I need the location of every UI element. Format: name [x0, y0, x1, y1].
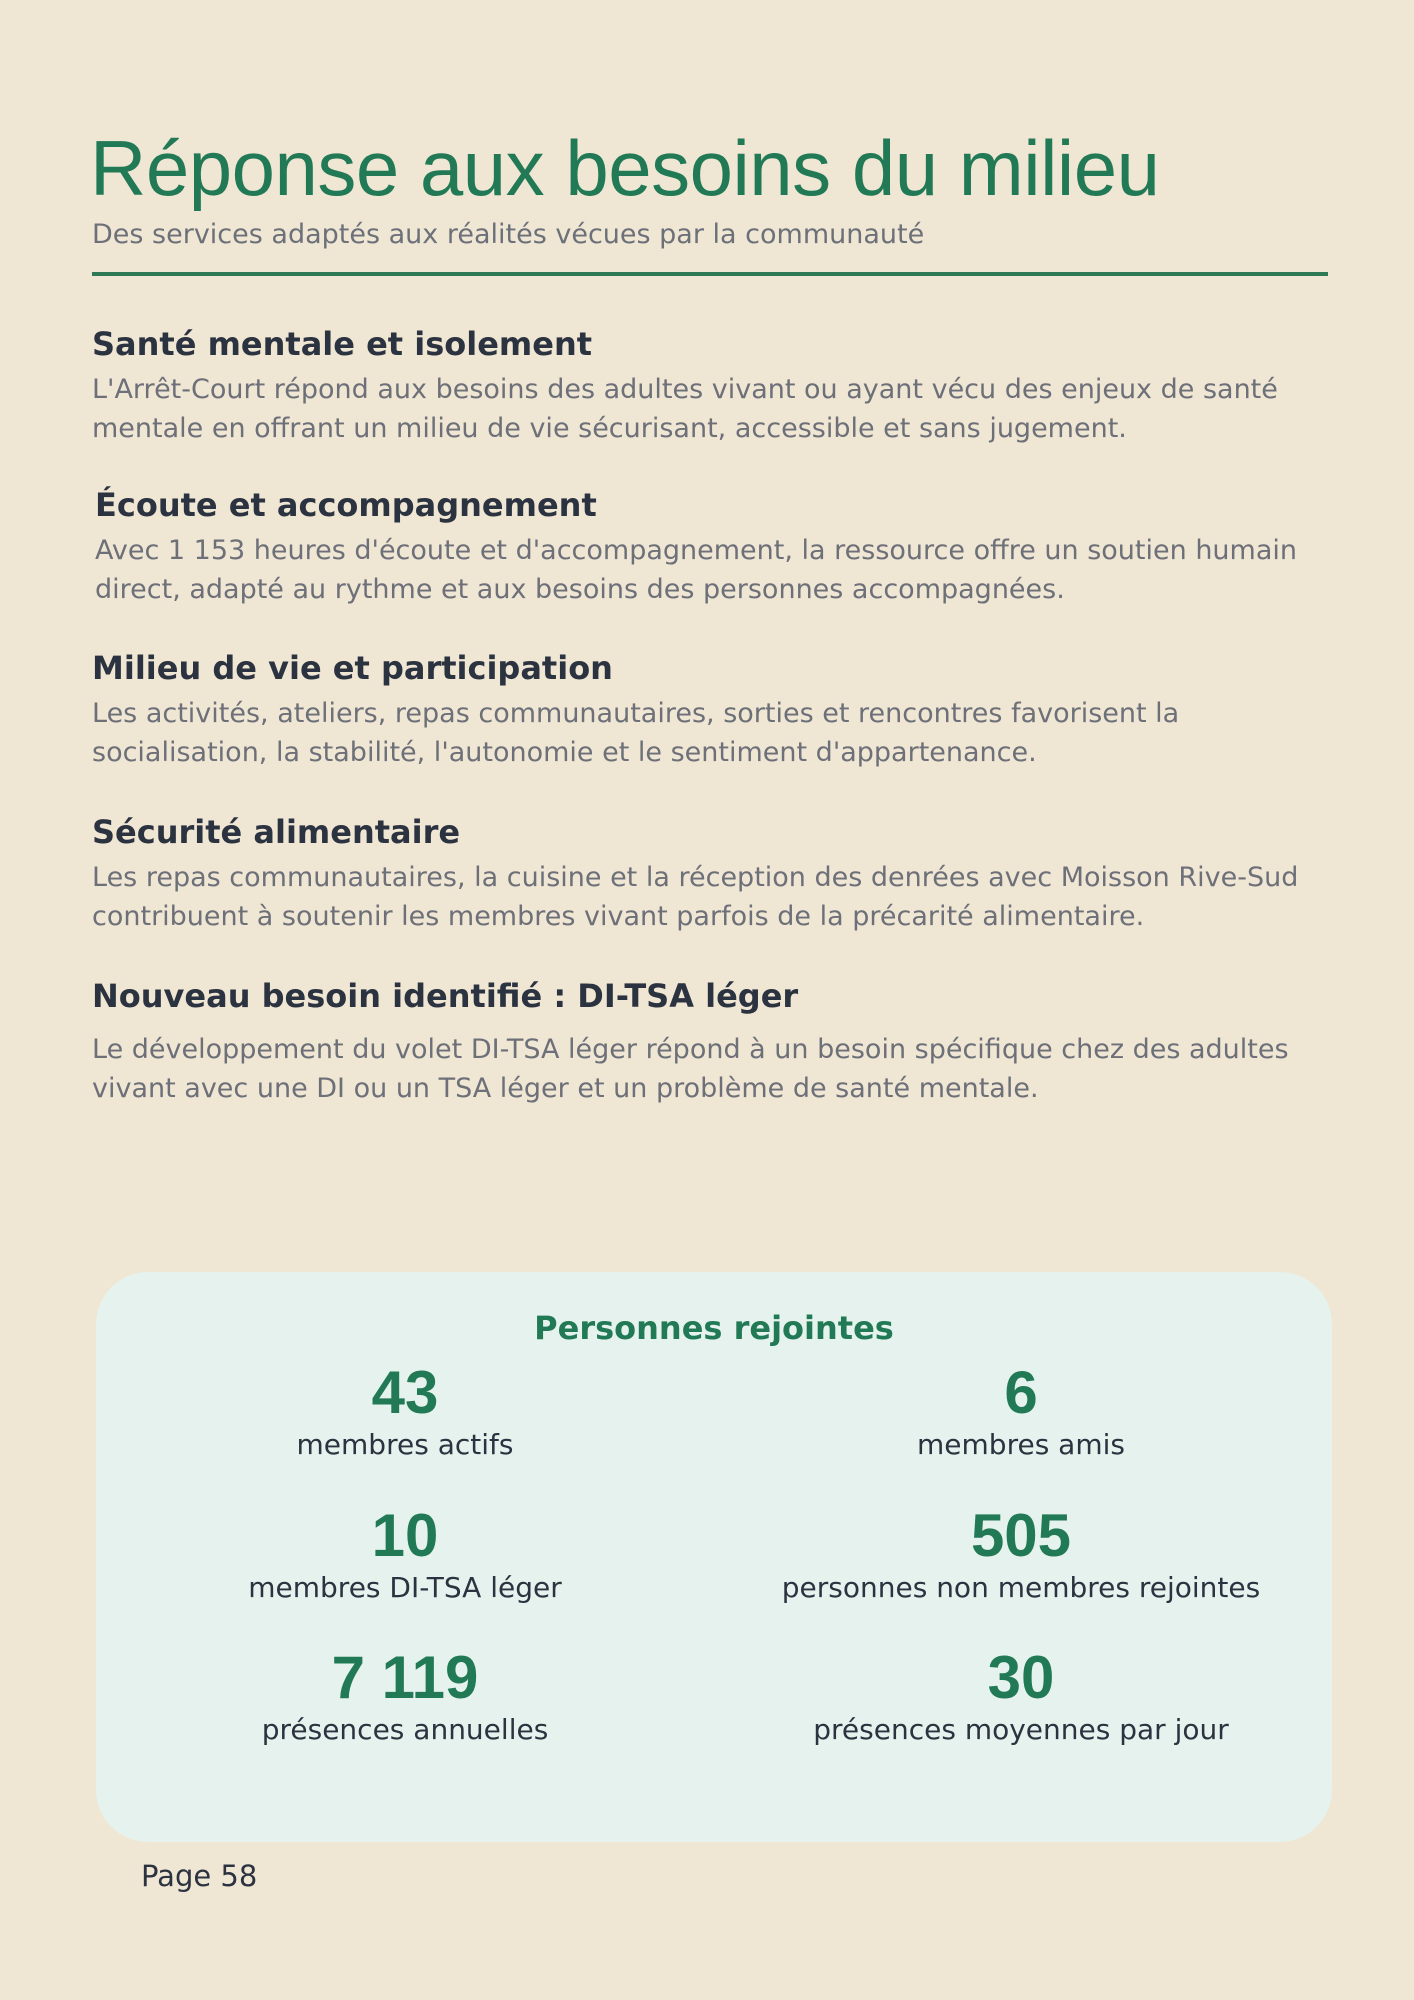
section-di-tsa [92, 974, 1332, 1108]
page-title: Réponse aux besoins du milieu [90, 124, 1160, 212]
page-number: Page 58 [141, 1859, 258, 1893]
stat-label: membres amis [917, 1428, 1125, 1461]
section-sante-mentale [92, 322, 1332, 448]
page-subtitle: Des services adaptés aux réalités vécues par la communauté [92, 219, 925, 250]
section-text: Les activités, ateliers, repas communautaires, sorties et rencontres favorisent la socialisation, la stabilité, l'autonomie et le sentiment d'appartenance. [92, 698, 1180, 768]
section-heading: Écoute et accompagnement [95, 486, 597, 524]
stat-value: 6 [1004, 1359, 1038, 1426]
stat-non-membres [721, 1503, 1321, 1607]
section-heading: Milieu de vie et participation [92, 649, 613, 687]
stat-presences-annuelles [105, 1645, 705, 1749]
stat-label: présences annuelles [261, 1713, 549, 1746]
title-divider [92, 272, 1328, 276]
stat-label: personnes non membres rejointes [781, 1571, 1261, 1604]
section-securite-alimentaire [92, 810, 1332, 936]
stat-value: 7 119 [331, 1644, 479, 1711]
stat-membres-di-tsa [105, 1503, 705, 1607]
section-text: Le développement du volet DI-TSA léger répond à un besoin spécifique chez des adultes vivant avec une DI ou un TSA léger et un problème de santé mentale. [92, 1034, 1289, 1104]
stat-presences-moyennes [721, 1645, 1321, 1749]
section-ecoute [95, 483, 1335, 609]
stats-title: Personnes rejointes [534, 1309, 894, 1347]
stats-card [96, 1272, 1332, 1842]
section-heading: Sécurité alimentaire [92, 813, 461, 851]
section-heading: Nouveau besoin identifié : DI-TSA léger [92, 977, 799, 1015]
section-text: Avec 1 153 heures d'écoute et d'accompagnement, la ressource offre un soutien humain direct, adapté au rythme et aux besoins des personnes accompagnées. [95, 535, 1298, 605]
stat-value: 30 [987, 1644, 1055, 1711]
stat-value: 505 [970, 1502, 1072, 1569]
stat-membres-amis [721, 1360, 1321, 1464]
section-heading: Santé mentale et isolement [92, 325, 593, 363]
section-text: L'Arrêt-Court répond aux besoins des adultes vivant ou ayant vécu des enjeux de santé mentale en offrant un milieu de vie sécurisant, accessible et sans jugement. [92, 374, 1278, 444]
stat-label: membres DI-TSA léger [248, 1571, 562, 1604]
section-text: Les repas communautaires, la cuisine et la réception des denrées avec Moisson Rive-Sud contribuent à soutenir les membres vivant parfois de la précarité alimentaire. [92, 862, 1299, 932]
stat-membres-actifs [105, 1360, 705, 1464]
stat-label: membres actifs [296, 1428, 514, 1461]
stat-value: 43 [371, 1359, 439, 1426]
section-milieu-de-vie [92, 646, 1332, 772]
stat-label: présences moyennes par jour [813, 1713, 1229, 1746]
stat-value: 10 [371, 1502, 439, 1569]
